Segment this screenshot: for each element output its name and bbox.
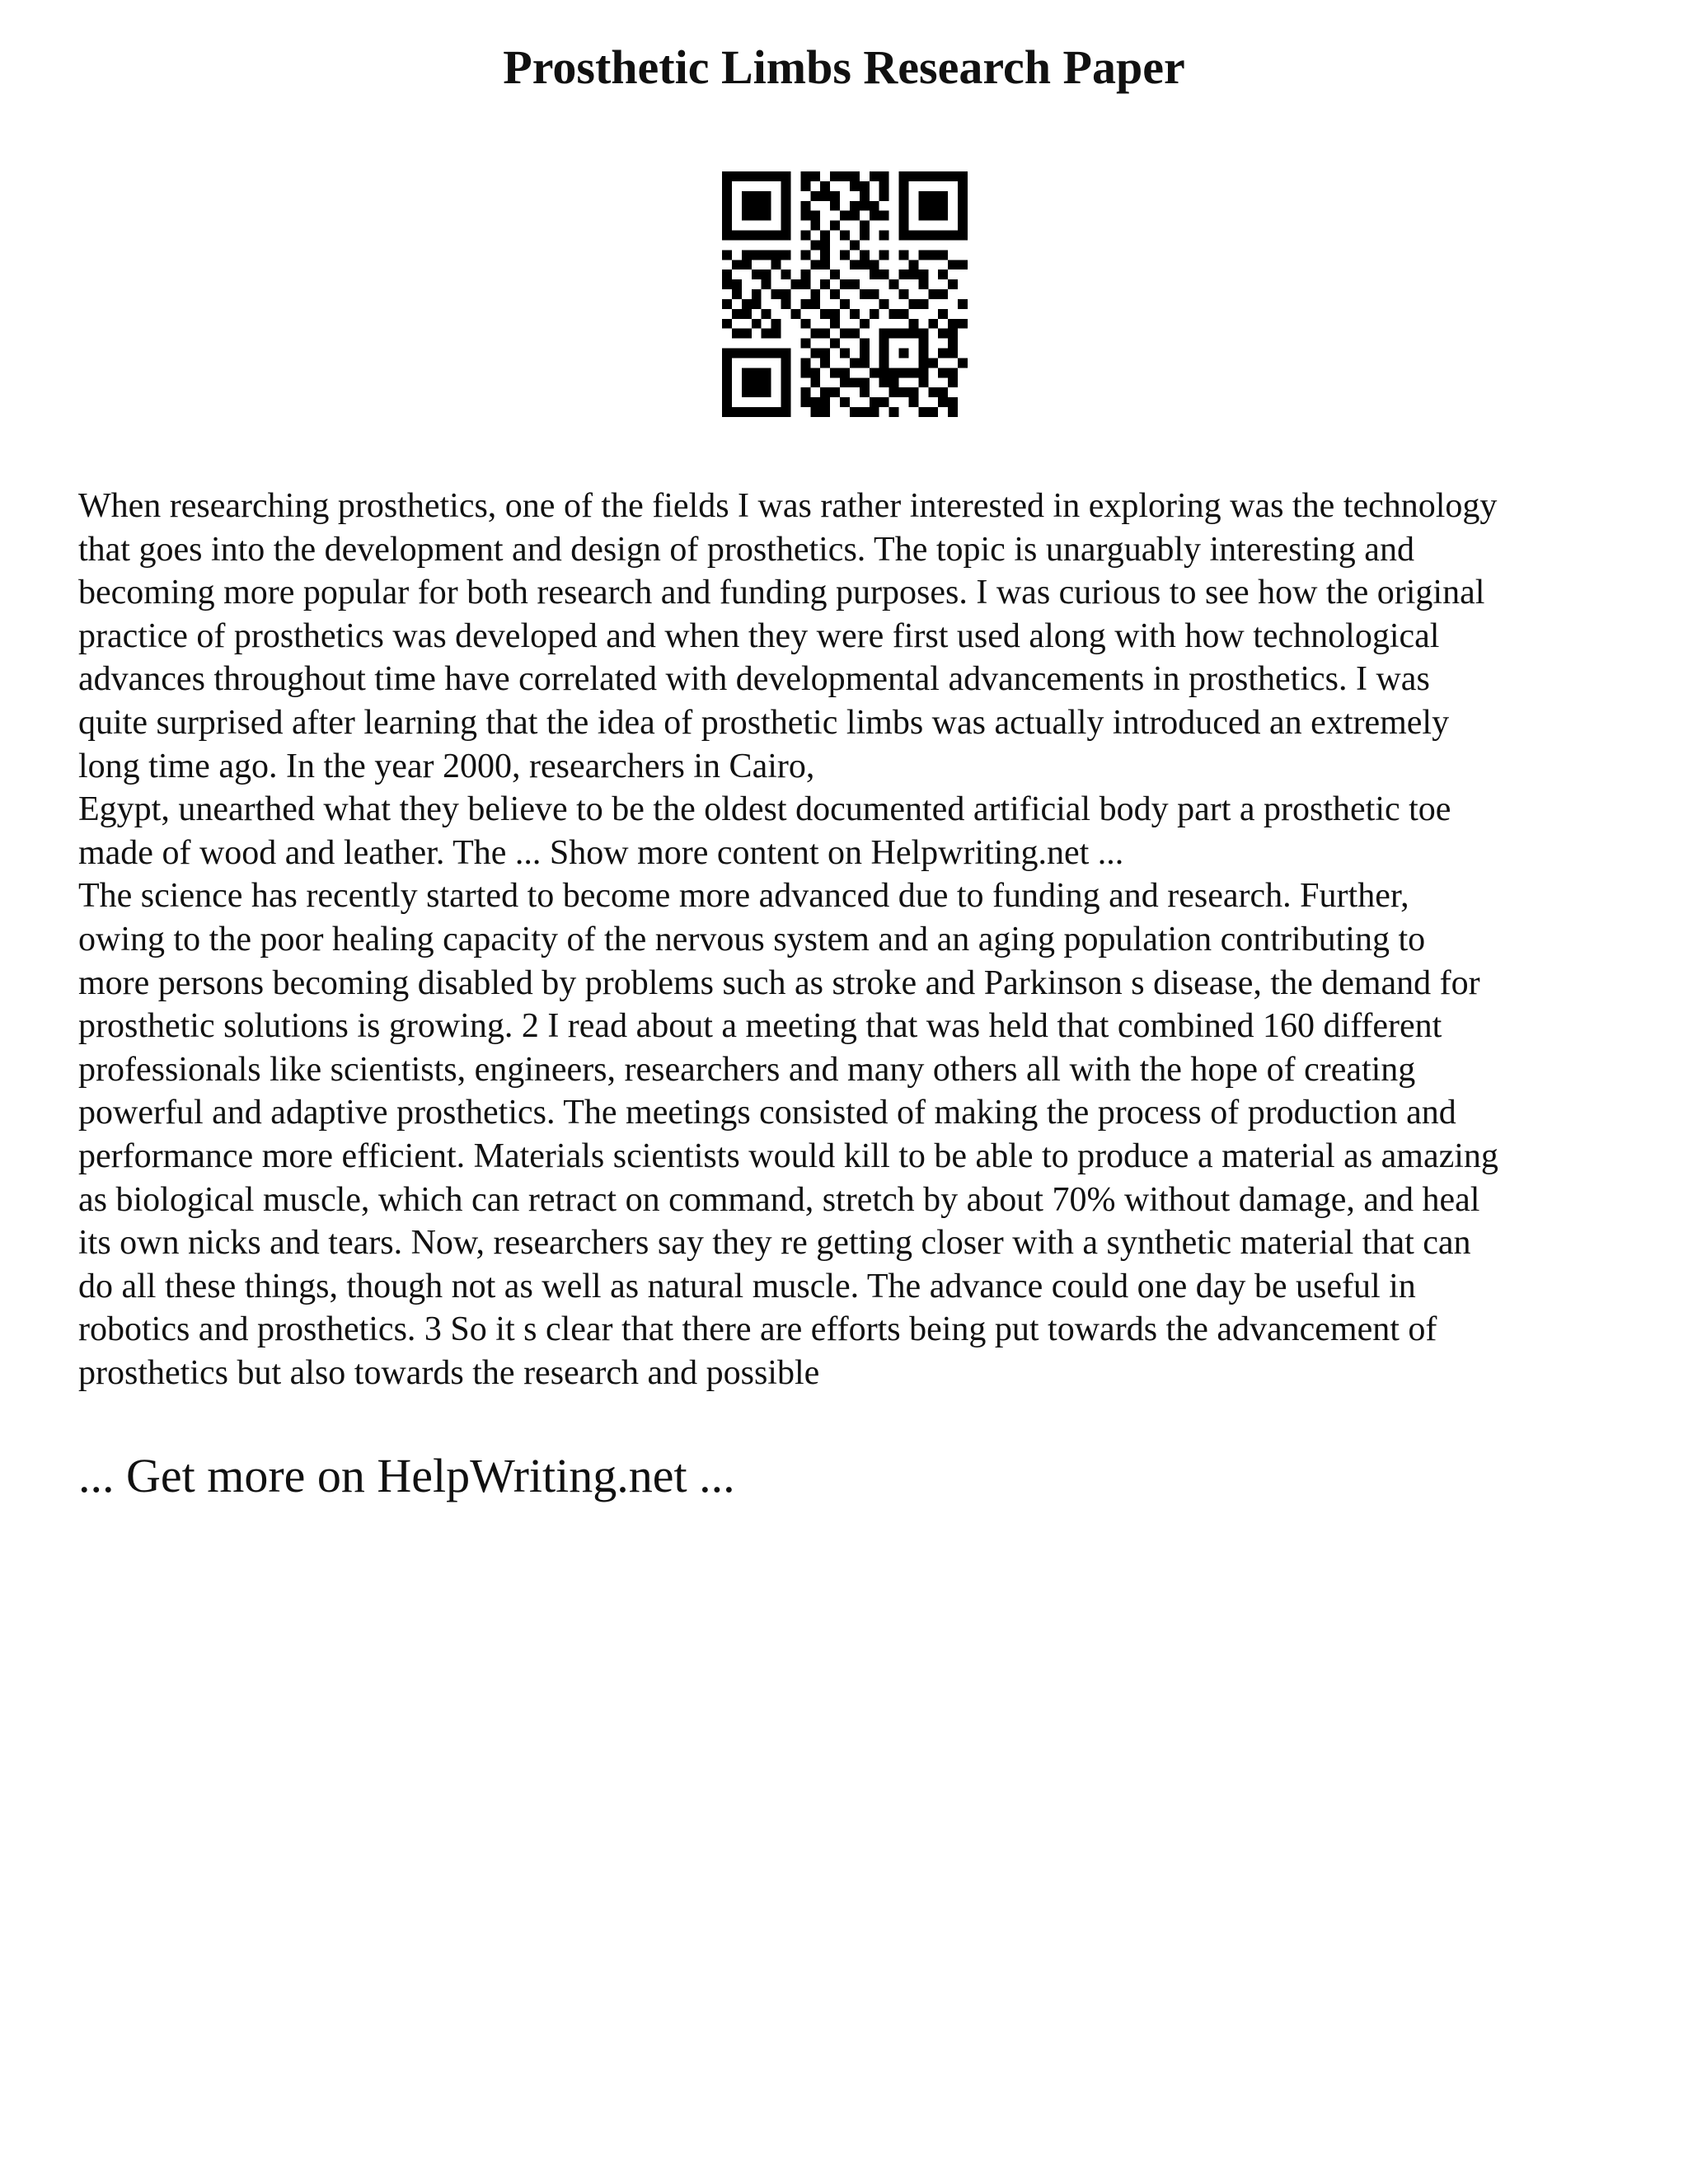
body-line: becoming more popular for both research and funding purposes. I was curious to see how the original (78, 574, 1485, 612)
body-line: professionals like scientists, engineers, researchers and many others all with the hope of creating (78, 1050, 1416, 1089)
body-line: practice of prosthetics was developed and when they were first used along with how technological (78, 616, 1440, 655)
body-line: performance more efficient. Materials scientists would kill to be able to produce a material as amazing (78, 1137, 1498, 1175)
body-line: When researching prosthetics, one of the fields I was rather interested in exploring was the technology (78, 487, 1498, 525)
page-title: Prosthetic Limbs Research Paper (503, 40, 1185, 94)
body-line: prosthetics but also towards the research and possible (78, 1353, 820, 1392)
body-line: more persons becoming disabled by problems such as stroke and Parkinson s disease, the demand for (78, 963, 1480, 1002)
body-line: advances throughout time have correlated with developmental advancements in prosthetics. I was (78, 660, 1430, 699)
body-line: robotics and prosthetics. 3 So it s clear that there are efforts being put towards the advancement of (78, 1310, 1437, 1349)
qr-code[interactable] (722, 171, 968, 417)
body-line: owing to the poor healing capacity of the nervous system and an aging population contributing to (78, 920, 1426, 958)
body-line: The science has recently started to become more advanced due to funding and research. Further, (78, 877, 1409, 916)
body-line: Egypt, unearthed what they believe to be the oldest documented artificial body part a prosthetic toe (78, 790, 1451, 829)
body-line: prosthetic solutions is growing. 2 I read about a meeting that was held that combined 160 different (78, 1007, 1442, 1046)
body-line: quite surprised after learning that the idea of prosthetic limbs was actually introduced an extremely (78, 703, 1450, 742)
body-line: as biological muscle, which can retract on command, stretch by about 70% without damage, and heal (78, 1180, 1480, 1219)
body-line: do all these things, though not as well as natural muscle. The advance could one day be useful in (78, 1267, 1416, 1305)
show-more-line[interactable]: made of wood and leather. The ... Show more content on Helpwriting.net ... (78, 833, 1124, 872)
body-text (78, 485, 1628, 1394)
qr-code-icon (722, 171, 968, 417)
body-line: its own nicks and tears. Now, researchers say they re getting closer with a synthetic material that can (78, 1224, 1471, 1263)
get-more-link[interactable]: ... Get more on HelpWriting.net ... (78, 1449, 735, 1502)
body-line: powerful and adaptive prosthetics. The meetings consisted of making the process of production and (78, 1094, 1456, 1132)
body-line: long time ago. In the year 2000, researchers in Cairo, (78, 747, 815, 785)
body-line: that goes into the development and design of prosthetics. The topic is unarguably interesting and (78, 530, 1414, 569)
